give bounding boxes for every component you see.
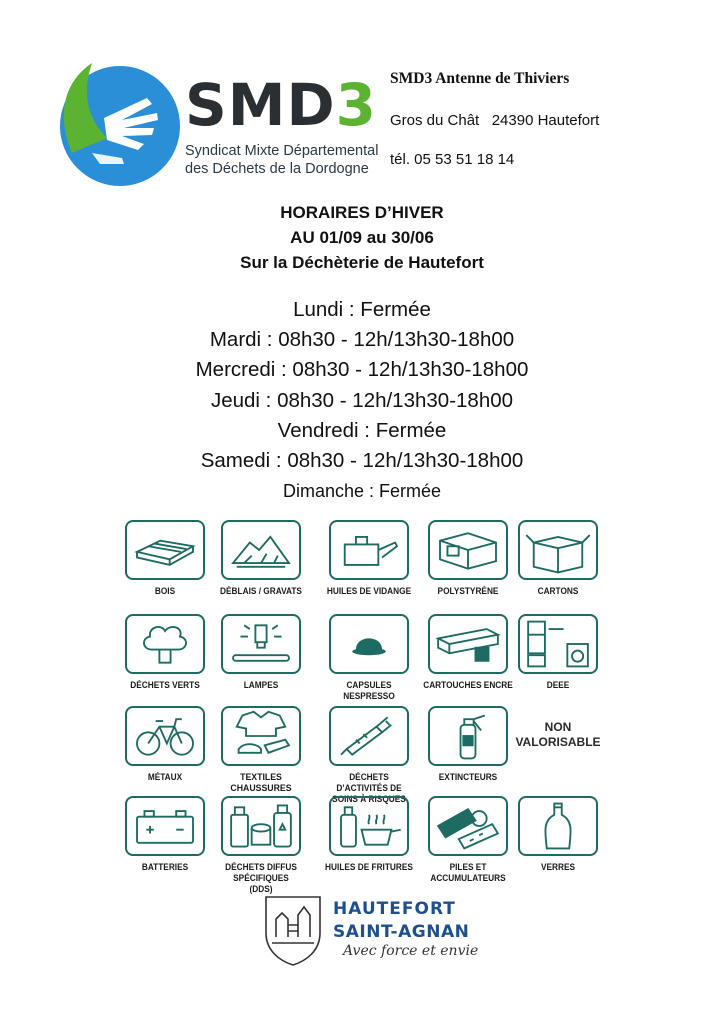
waste-label: TEXTILES CHAUSSURES	[230, 772, 292, 794]
city-name-line1: HAUTEFORT	[333, 899, 456, 919]
rubble-icon	[223, 522, 299, 578]
hours-wednesday: Mercredi : 08h30 - 12h/13h30-18h00	[195, 358, 529, 382]
polystyrene-icon	[430, 522, 506, 578]
opening-hours-list	[0, 295, 724, 506]
oil-can-icon	[331, 522, 407, 578]
city-motto: Avec force et envie	[343, 943, 479, 959]
printer-icon	[430, 616, 506, 672]
waste-label: BATTERIES	[141, 862, 189, 872]
logo-subtitle-line1: Syndicat Mixte Départemental	[185, 143, 379, 159]
waste-label: DÉCHETS D’ACTIVITÉS DE SOINS À RISQUES	[332, 772, 406, 804]
waste-label: HUILES DE FRITURES	[325, 862, 413, 872]
pallet-icon	[127, 522, 203, 578]
logo-title: SMD	[185, 71, 336, 139]
bicycle-icon	[127, 708, 203, 764]
waste-label: MÉTAUX	[147, 772, 183, 782]
clothes-icon	[223, 708, 299, 764]
title-line3: Sur la Déchèterie de Hautefort	[240, 253, 484, 272]
syringe-icon	[331, 708, 407, 764]
waste-label: DÉCHETS VERTS	[130, 680, 200, 690]
hours-sunday: Dimanche : Fermée	[282, 481, 442, 502]
address-street: Gros du Chât 24390 Hautefort	[390, 112, 600, 129]
waste-label: CARTONS	[537, 586, 579, 596]
battery-icon	[127, 798, 203, 854]
waste-label: VERRES	[540, 862, 576, 872]
title-line1: HORAIRES D’HIVER	[280, 203, 444, 222]
frying-oil-icon	[331, 798, 407, 854]
hours-tuesday: Mardi : 08h30 - 12h/13h30-18h00	[209, 328, 515, 352]
smd3-logo-title	[185, 71, 377, 139]
hours-friday: Vendredi : Fermée	[277, 418, 447, 442]
bottle-icon	[520, 798, 596, 854]
hours-monday: Lundi : Fermée	[293, 298, 431, 321]
address-phone: tél. 05 53 51 18 14	[390, 151, 515, 168]
tree-icon	[127, 616, 203, 672]
cells-icon	[430, 798, 506, 854]
title-line2: AU 01/09 au 30/06	[290, 228, 434, 247]
waste-label: BOIS	[154, 586, 176, 596]
logo-title-number: 3	[335, 71, 377, 139]
waste-label: CAPSULES NESPRESSO	[343, 680, 395, 701]
waste-label: LAMPES	[243, 680, 279, 690]
logo-subtitle-line2: des Déchets de la Dordogne	[185, 161, 369, 177]
hours-saturday: Samedi : 08h30 - 12h/13h30-18h00	[200, 449, 524, 473]
waste-label: DEEE	[546, 680, 570, 690]
capsule-icon	[331, 616, 407, 672]
logo-subtitle	[185, 142, 378, 178]
smd3-logo-icon	[52, 58, 182, 188]
address-office-name: SMD3 Antenne de Thiviers	[390, 70, 570, 87]
extinguisher-icon	[430, 708, 506, 764]
waste-label: DÉCHETS DIFFUS SPÉCIFIQUES (DDS)	[225, 862, 297, 894]
hautefort-crest-icon	[262, 893, 324, 967]
waste-label: POLYSTYRÈNE	[437, 586, 499, 596]
page-title	[0, 200, 724, 275]
hours-thursday: Jeudi : 08h30 - 12h/13h30-18h00	[210, 388, 514, 412]
cardboard-box-icon	[520, 522, 596, 578]
waste-label: HUILES DE VIDANGE	[326, 586, 412, 596]
city-name-line2: SAINT-AGNAN	[333, 922, 470, 942]
non-valorisable-label: NON VALORISABLE	[515, 720, 601, 749]
appliances-icon	[520, 616, 596, 672]
waste-label: DÉBLAIS / GRAVATS	[220, 586, 302, 596]
waste-label: EXTINCTEURS	[438, 772, 498, 782]
waste-label: PILES ET ACCUMULATEURS	[430, 862, 506, 883]
lamp-icon	[223, 616, 299, 672]
waste-label: CARTOUCHES ENCRE	[423, 680, 513, 690]
chemicals-icon	[223, 798, 299, 854]
